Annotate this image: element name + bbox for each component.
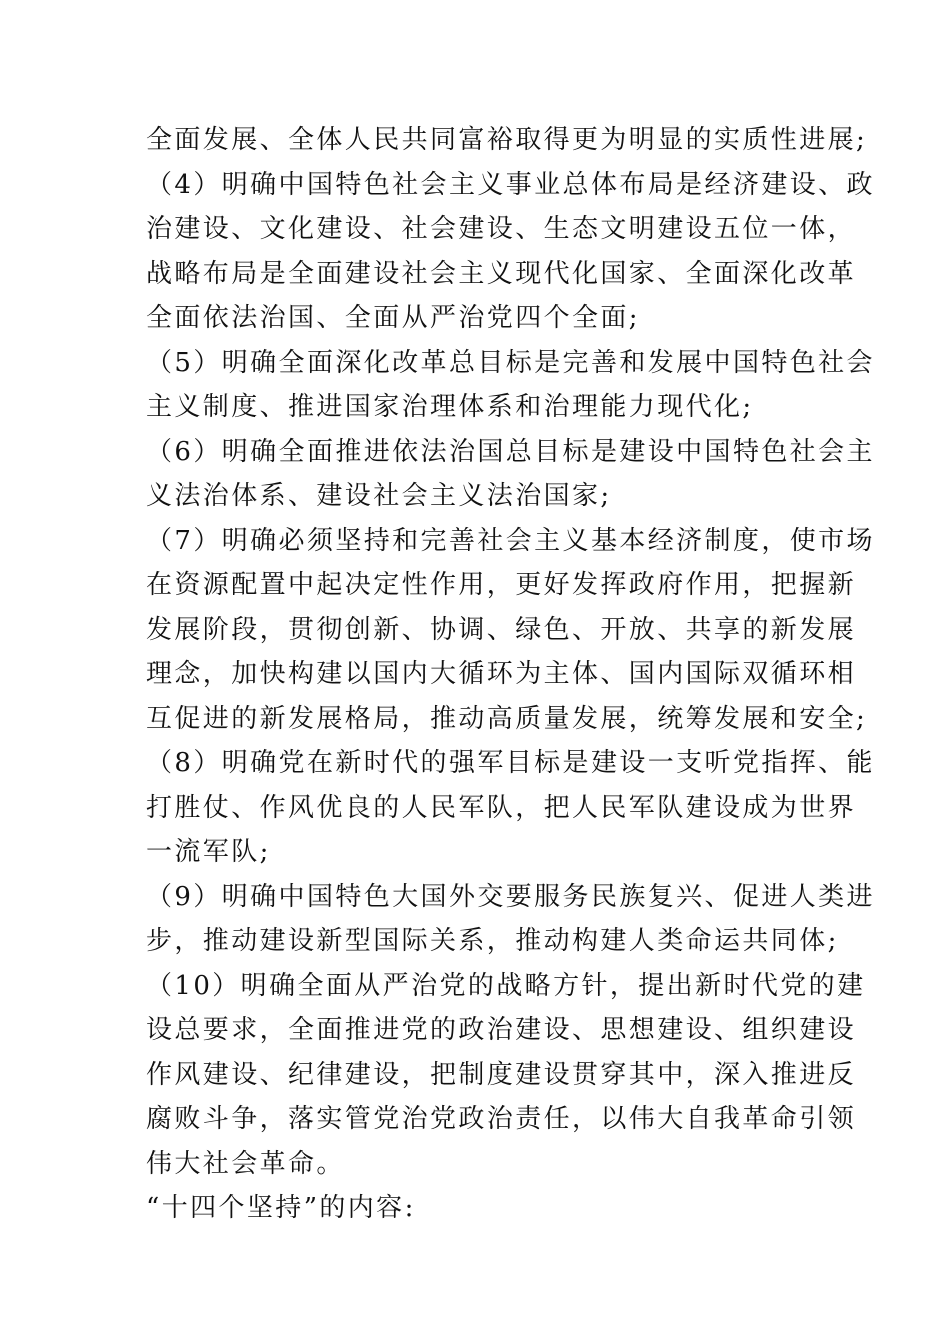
text-line: 在资源配置中起决定性作用，更好发挥政府作用，把握新 (146, 570, 857, 600)
text-line: （9）明确中国特色大国外交要服务民族复兴、促进人类进 (146, 881, 875, 912)
text-line: 设总要求，全面推进党的政治建设、思想建设、组织建设 (146, 1015, 857, 1045)
text-line: “十四个坚持”的内容: (146, 1193, 416, 1223)
text-line: 一流军队; (146, 837, 271, 867)
text-line: 全面依法治国、全面从严治党四个全面; (146, 303, 640, 333)
text-line: （4）明确中国特色社会主义事业总体布局是经济建设、政 (146, 169, 875, 200)
text-line: 发展阶段，贯彻创新、协调、绿色、开放、共享的新发展 (146, 614, 857, 645)
text-line: 主义制度、推进国家治理体系和治理能力现代化; (146, 392, 754, 422)
text-line: 打胜仗、作风优良的人民军队，把人民军队建设成为世界 (146, 792, 857, 823)
text-line: （5）明确全面深化改革总目标是完善和发展中国特色社会 (146, 347, 875, 378)
text-line: 全面发展、全体人民共同富裕取得更为明显的实质性进展; (146, 125, 868, 155)
text-line: 互促进的新发展格局，推动高质量发展，统筹发展和安全; (146, 703, 868, 734)
text-line: （10）明确全面从严治党的战略方针，提出新时代党的建 (146, 970, 866, 1001)
text-line: （7）明确必须坚持和完善社会主义基本经济制度，使市场 (146, 525, 875, 556)
text-line: 腐败斗争，落实管党治党政治责任，以伟大自我革命引领 (146, 1104, 857, 1134)
text-line: 伟大社会革命。 (146, 1148, 345, 1179)
text-line: 步，推动建设新型国际关系，推动构建人类命运共同体; (146, 926, 839, 956)
text-line: 作风建设、纪律建设，把制度建设贯穿其中，深入推进反 (146, 1059, 857, 1090)
text-line: 战略布局是全面建设社会主义现代化国家、全面深化改革 (146, 258, 857, 289)
text-line: 义法治体系、建设社会主义法治国家; (146, 481, 612, 511)
document-body (146, 118, 875, 1231)
text-line: （8）明确党在新时代的强军目标是建设一支听党指挥、能 (146, 748, 875, 778)
text-line: 治建设、文化建设、社会建设、生态文明建设五位一体， (146, 214, 857, 244)
text-line: 理念，加快构建以国内大循环为主体、国内国际双循环相 (146, 659, 857, 689)
text-line: （6）明确全面推进依法治国总目标是建设中国特色社会主 (146, 436, 875, 467)
